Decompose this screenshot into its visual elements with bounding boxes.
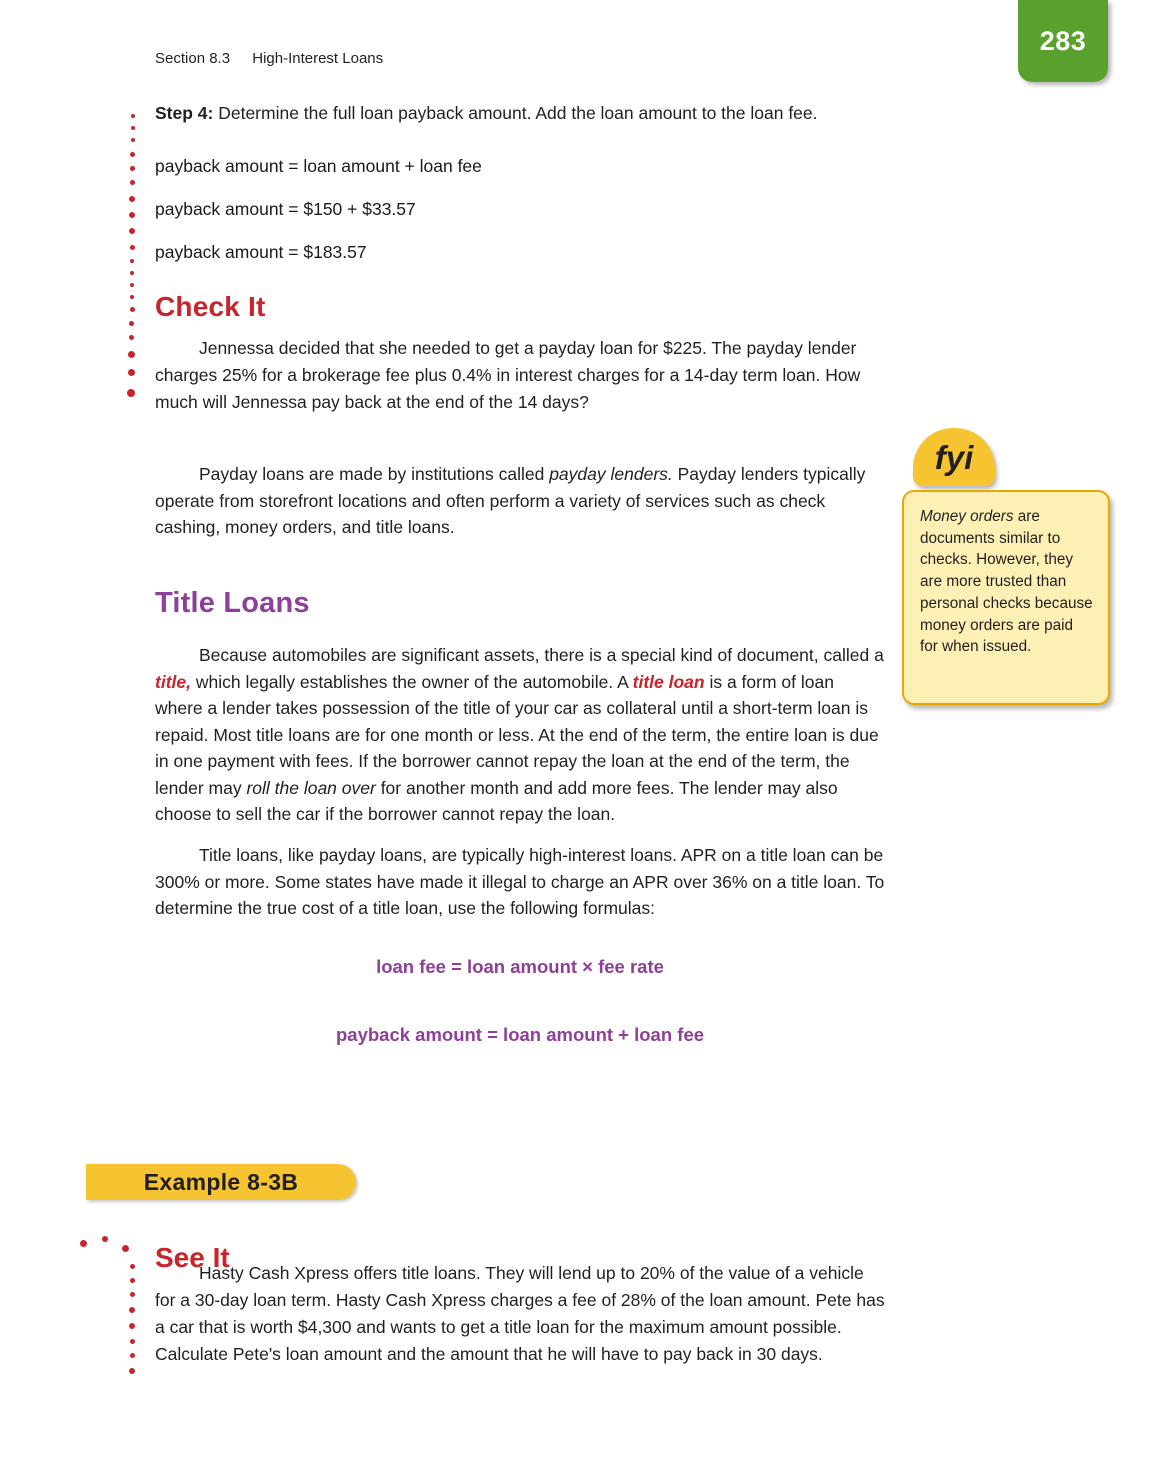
formula-payback-amount: payback amount = loan amount + loan fee <box>335 1023 705 1045</box>
payday-part-2: Payday lenders typically operate from storefront locations and often perform a variety of services such as check cashing, money orders, and title loans. <box>155 464 866 538</box>
tl-p1-a: Because automobiles are significant assets, there is a special kind of document, called a <box>199 644 884 665</box>
title-loans-heading: Title Loans <box>155 586 310 619</box>
check-it-paragraph: Jennessa decided that she needed to get a payday loan for $225. The payday lender charges 25% for a brokerage fee plus 0.4% in interest charges for a 14-day term loan. How much will Jennessa pay back at the end of the 14 days? <box>155 338 861 412</box>
page-number: 283 <box>1039 25 1087 56</box>
decorative-dot-column-upper <box>128 112 142 412</box>
equation-line: payback amount = loan amount + loan fee <box>155 155 482 176</box>
tl-term-title-loan: title loan <box>632 671 705 692</box>
formula-loan-fee: loan fee = loan amount × fee rate <box>376 955 664 977</box>
tl-p1-d: for another month and add more fees. The lender may also choose to sell the car if the borrower cannot repay the loan. <box>155 777 838 825</box>
decorative-dot-column-lower <box>80 1232 140 1392</box>
title-loans-paragraph-1 <box>155 642 885 828</box>
payday-italic-term: payday lenders. <box>549 464 673 485</box>
tl-term-title: title, <box>155 671 191 692</box>
payday-lenders-paragraph <box>155 461 885 541</box>
tl-italic-roll-over: roll the loan over <box>246 777 376 798</box>
step-4-label: Step 4: <box>155 103 214 123</box>
fyi-callout-box <box>902 490 1110 705</box>
equation-line: payback amount = $183.57 <box>155 242 367 263</box>
tl-p1-b: which legally establishes the owner of the automobile. A <box>190 671 633 692</box>
title-loans-paragraph-2: Title loans, like payday loans, are typically high-interest loans. APR on a title loan can be 300% or more. Some states have made it illegal to charge an APR over 36% on a title loan. To determine the true cost of a title loan, use the following formulas: <box>155 845 885 919</box>
see-it-paragraph: Hasty Cash Xpress offers title loans. They will lend up to 20% of the value of a vehicle for a 30-day loan term. Hasty Cash Xpress charges a fee of 28% of the loan amount. Pete has a car that is worth $4,300 and wants to get a title loan for the maximum amount possible. Calculate Pete's loan amount and the amount that he will have to pay back in 30 days. <box>155 1263 885 1365</box>
step-4-text: Determine the full loan payback amount. Add the loan amount to the loan fee. <box>213 103 818 123</box>
fyi-italic-lead: Money orders <box>920 508 1014 525</box>
running-head-title: High-Interest Loans <box>252 50 384 67</box>
main-text-column <box>155 100 885 1046</box>
tl-p1-c: is a form of loan where a lender takes possession of the title of your car as collateral until a short-term loan is repaid. Most title loans are for one month or less. At the end of the term, the entire loan is due in one payment with fees. If the borrower cannot repay the loan at the end of the term, the lender may <box>155 671 879 798</box>
running-head <box>155 50 383 67</box>
fyi-label: fyi <box>934 438 974 476</box>
fyi-body-text: are documents similar to checks. However, they are more trusted than personal checks because money orders are paid for when issued. <box>920 508 1093 656</box>
example-banner <box>86 1164 356 1200</box>
check-it-heading: Check It <box>155 291 266 323</box>
example-label: Example 8-3B <box>143 1168 299 1195</box>
fyi-tab <box>913 428 995 486</box>
fyi-body <box>920 506 1094 658</box>
page-number-tab <box>1018 0 1108 82</box>
step-4-paragraph <box>155 100 885 127</box>
payday-part-1: Payday loans are made by institutions called <box>199 464 550 485</box>
see-it-heading: See It <box>155 1242 230 1274</box>
running-head-section: Section 8.3 <box>155 50 231 67</box>
equation-line: payback amount = $150 + $33.57 <box>155 198 416 219</box>
